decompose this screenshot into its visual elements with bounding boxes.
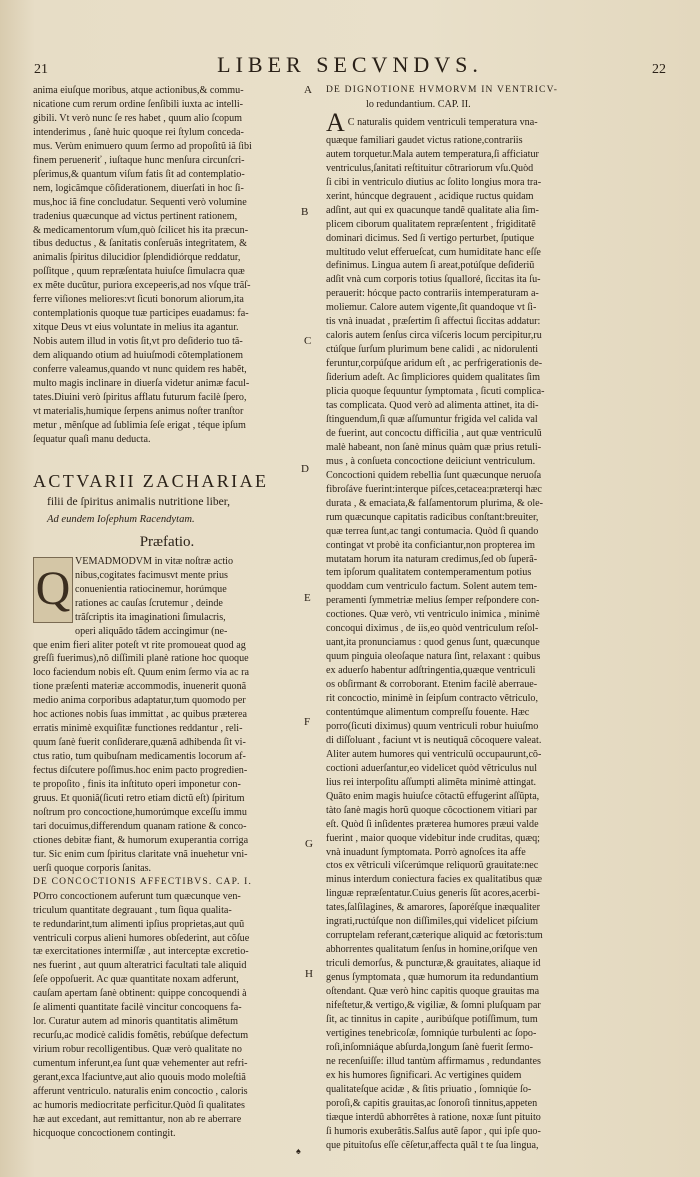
text-line: nibus,cogitates facimusvt mente prius (75, 569, 228, 581)
text-line: anima eiuſque moribus, atque actionibus,& commu- (33, 85, 244, 96)
preface-heading: Præfatio. (139, 533, 195, 550)
left-page-number: 21 (34, 62, 48, 77)
text-line: ac humoris mediocritate perficitur.Quòd ſi qualitates (33, 1099, 245, 1111)
text-line: ferre viſiones meliores:vt ſicuti bonorum aliorum,ita (33, 294, 244, 306)
text-line: xitque Deus vt eius voluntate in melius ita agantur. (33, 322, 239, 334)
text-line: uerſi quoque corporis ſanitas. (33, 862, 152, 874)
text-line: os obſirmant & corroborant. Etenim facilè aberraue- (326, 679, 538, 691)
text-line: tàto ſanè magis horũ quoque cõcoctionem vitiari par (326, 804, 538, 816)
left-top-paragraph (33, 84, 301, 447)
running-head: LIBER SECVNDVS. (217, 52, 483, 77)
text-line: tiæque interdũ abhorrẽtes à ratione, noxæ ſunt pituito (326, 1111, 541, 1123)
text-line: minus interdum coniectura facies ex qualitatibus quæ (326, 874, 542, 886)
text-line: mus , à conſueta concoctione deiiciunt ventriculum. (326, 455, 536, 467)
text-line: Nobis autem illud in votis ſit,vt pro deſiderio tuo tã- (33, 336, 243, 348)
text-line: gibili. Vt verò nunc ſe res habet , quum alio ſcopum (33, 112, 243, 124)
text-line: quoddam cum ventriculo factum. Solent autem tem- (326, 581, 538, 593)
text-line: finem perueneriť , iuſtaque hunc menſura circunſcri- (33, 154, 245, 166)
text-line: autem torquetur.Mala autem temperatura,ſi afficiatur (326, 148, 539, 160)
text-line: afferunt ventriculo. naturalis enim concoctio , caloris (33, 1086, 248, 1097)
text-line: coctiones. Quæ verò, vti ventriculo inimica , minimè (326, 609, 540, 621)
text-line: ctos ex vẽtriculi viſcerúmque reliquorũ grauitate:nec (326, 860, 539, 872)
text-line: ſeſe oppoſuerit. Ac quæ quantitate noxam adferunt, (33, 974, 239, 986)
text-line: erratis minimè exquiſitæ functiones reddantur , reli- (33, 723, 243, 735)
text-line: abhorrentes qualitatum ſenſus in homine,oriſque ven (326, 944, 538, 956)
text-line: loco faciendum nobis eſt. Quum enim ſermo via ac ra (33, 667, 249, 679)
text-line: noſtrum pro concoctione,humorúmque exceſſu immu (33, 806, 247, 818)
margin-letter-f: F (304, 716, 311, 728)
text-line: Aliter autem humores qui ventriculũ occupaurunt,cõ- (326, 748, 542, 760)
text-line: rum quæcunque capitatis radicibus conſtant:breuiter, (326, 511, 539, 523)
text-line: intenderimus , ſanè huic quoque rei ſtylum conceda- (33, 126, 244, 138)
text-line: multitudo velut efferueſcat, cum humiditate hanc eſſe (326, 246, 541, 258)
page-header (28, 52, 672, 80)
text-line: concoqui diximus , de iis,eo quòd ventriculum reſol- (326, 623, 539, 635)
text-line: mus,hoc iã fine concludatur. Sequenti verò volumine (33, 196, 247, 208)
text-line: poſſitque , quum repræſentata huiuſce ſimulacra quæ (33, 266, 245, 278)
text-line: vertigines tenebricoſæ, ſomniqúe turbulenti ac ſopo- (326, 1027, 537, 1039)
text-line: ctúſque ſurſum plurimum bene calidi , ac nidorulenti (326, 344, 539, 356)
text-line: tione præſenti materiæ accommodis, inuenerit quonã (33, 681, 247, 693)
chapter-heading-right-cont: lo redundantium. CAP. II. (366, 98, 471, 110)
treatise-title: ACTVARII ZACHARIAE (33, 470, 269, 491)
right-column (326, 84, 669, 1155)
text-line: quæ terrea ſunt,ac tangi contumacia. Quòd ſi quando (326, 525, 539, 537)
text-line: dominari dicimus. Sed ſi vertigo perturbet, ſputique (326, 232, 535, 244)
text-line: ſe alimenti quantitate facilè vincitur concoquens fa- (33, 1002, 242, 1014)
text-line: Concoctioni quidem rebellia ſunt quæcunque neruoſa (326, 469, 542, 481)
text-line: oſtendant. Quæ verò hinc capitis quoque grauitas ma (326, 986, 540, 998)
text-line: ctus ratio, tum quibuſnam medicamentis locorum af- (33, 751, 246, 763)
text-line: virium robur recolligentibus. Quæ verò qualitate no (33, 1044, 242, 1056)
text-line: plicia quoque ſequuntur ſymptomata , ſicuti complica- (326, 386, 545, 398)
text-line: cumentum inferunt,ea ſunt quæ vehementer aut refri- (33, 1058, 248, 1070)
text-line: vnà inuadunt ſymptomata. Porrò agnoſces ita affe (326, 846, 526, 858)
text-line: que enim fieri aliter poteſt vt rite promoueat quod ag (33, 639, 246, 651)
text-line: hæ aut excedant, aut remittantur, non ab re aberrare (33, 1113, 242, 1125)
text-line: linguæ repræſentatur.Cuius generis ſũt acores,acerbi- (326, 888, 540, 900)
text-line: malè habeant, non ſanè minus quàm quæ prius retuli- (326, 441, 542, 453)
text-line: rit concoctio, minimè in ſeipſum contracto vẽtriculo, (326, 693, 539, 705)
text-line: uant,ita pronunciamus : quod genus ſunt, quæcunque (326, 637, 540, 649)
text-line: operi aliquãdo tãdem accingimur (ne- (75, 625, 228, 637)
text-line: greſſi fuerimus),nõ diſſimili planè ratione hoc quoque (33, 653, 249, 665)
text-line: perauerit: hócque pacto contrariis intemperaturam a- (326, 288, 539, 300)
text-line: te propoſito , finis ita inſtituto operi imponetur con- (33, 779, 241, 791)
text-line: quum pinguia oleoſaque natura ſint, relaxant : quibus (326, 651, 541, 663)
chapter-initial: A (326, 107, 345, 137)
text-line: contentúmque alimentum compreſſu fouente. Hæc (326, 706, 530, 718)
text-line: plicem ciborum qualitatem repræſentent , frigiditatẽ (326, 218, 536, 230)
text-line: VEMADMODVM in vitæ noſtræ actio (75, 555, 234, 567)
text-line: triculum quantitate degrauant , tum ſiqua qualita- (33, 904, 232, 916)
text-line: tæ exercitationes intermiſſæ , aut interceptæ excretio- (33, 946, 249, 958)
text-line: tas complicata. Quod verò ad alimenta attinet, ita di- (326, 400, 539, 412)
text-line: tradenius quæcunque ad victus pertinent rationem, (33, 210, 238, 222)
text-line: adſit vnà cum corporis totius ſqualloré, ſiccitas ita ſu- (326, 274, 541, 286)
text-line: ſiderium adeſt. Ac ſimpliciores quidem qualitates ſim (326, 372, 540, 384)
margin-letter-b: B (301, 206, 309, 218)
text-line: ne recenſuiſſe: illud tantùm affirmamus , redundantes (326, 1055, 541, 1067)
text-line: definimus. Lingua autem ſi areat,potúſque deſideriũ (326, 260, 535, 272)
treatise-title-block (33, 469, 301, 553)
text-line: fibroſáve fuerint:interque piſces,cetacea:præterqi hæc (326, 483, 542, 495)
text-line: di diſſoluant , faciunt vt is neutiquã cõcoquere valeat. (326, 734, 542, 746)
margin-letter-h: H (305, 968, 313, 980)
text-line: animalis ſpiritus dilucidior ſplendidiórque reddatur, (33, 252, 241, 264)
text-line: corruptelam referant,cæterique aliquid ac fœtoris:tum (326, 930, 543, 942)
text-line: poroſi,& capitis grauitas,ac ſonoroſi tinnitus,appeten (326, 1097, 538, 1109)
text-line: gerant,exca lfaciuntve,aut alio quouis modo moleſtiã (33, 1072, 246, 1084)
text-line: conuenientia ratiocinemur, horúmque (75, 583, 227, 595)
text-line: caloris autem ſenſus circa viſceris locum percipitur,ru (326, 330, 542, 342)
text-line: recurſu,ac modicè calidis fomẽtis, rebúſque defectum (33, 1030, 249, 1042)
text-line (326, 107, 669, 137)
text-line: vt materialis,humique ſerpens animus noſter tranſtor (33, 405, 244, 417)
text-line: multo magis inclinare in diuerſa videtur animæ facul- (33, 378, 250, 390)
text-line: mus. Verùm enimuero quum ſermo ad propoſitũ iã ſibi (33, 140, 252, 152)
text-line: eſt. Quòd ſi inſidentes præterea humores præui valde (326, 818, 539, 830)
text-line: nifeſtetur,& vertigo,& vigiliæ, & ſomni pluſquam par (326, 1000, 541, 1011)
right-page-number: 22 (652, 62, 666, 77)
treatise-subtitle: filii de ſpiritus animalis nutritione liber, (47, 494, 231, 508)
text-line: lius rei interpoſitu aſſumpti alimẽta minimè attingat. (326, 776, 537, 788)
text-line: ſtinguendum,ſi quæ aſſumuntur frigida vel calida val (326, 413, 538, 425)
text-line: genus ſymptomata , quæ humorum ita redundantium (326, 972, 539, 984)
text-line: ventriculus,ſanitati reſtituitur cõtrariorum vſu.Quòd (326, 162, 534, 174)
text-line: ſequatur quaſi manu deducta. (33, 433, 151, 445)
text-line: contingat vt probè ita conficiantur,non propterea im (326, 539, 536, 551)
ornament-mark: ♠ (296, 1146, 301, 1156)
chapter-two-body (326, 107, 669, 1153)
text-line: ex his humores ſignificari. Ac vertigines quidem (326, 1069, 522, 1081)
text-line: lor. Curatur autem ad minoris quantitatis alimẽtum (33, 1016, 238, 1028)
text-line: metur , mẽnſque ad ſublimia ſeſe erigat , téque ipſum (33, 419, 246, 431)
text-line: ex aduerſo habentur adſtringentia,quæque ventriculi (326, 665, 536, 677)
text-line: gruus. Et quoniã(ſicuti retro etiam dictũ eſt) ſpiritum (33, 792, 245, 804)
text-line: dem aliquando otium ad huiuſmodi cõtemplationem (33, 350, 244, 362)
text-line: ſi humoris exuberãtis.Salſus autẽ ſapor , qui ipſe quo- (326, 1125, 541, 1137)
text-line-rest: C naturalis quidem ventriculi temperatura vna- (347, 116, 538, 128)
margin-letter-a: A (304, 84, 312, 96)
text-line: conferre valeamus,quando vt nunc quidem res habẽt, (33, 364, 247, 376)
text-line: mutatam horum ita naturam credimus,ſed ob ſuperã- (326, 553, 538, 565)
dedication-line: Ad eundem Ioſephum Racendytam. (47, 513, 195, 525)
text-line: feruntur,corpúſque aridum eſt , ac perfrigerationis de- (326, 358, 543, 370)
text-line: ex mẽte ducũtur, puriora excepeeris,ad nos vſque trãſ- (33, 280, 251, 292)
text-line: & medicamentorum vſum,quò ſcilicet his ita præcun- (33, 224, 249, 236)
margin-letter-c: C (304, 335, 312, 347)
margin-letter-d: D (301, 463, 309, 475)
text-line: fectus diſcutere poſſimus.hoc enim pacto progredien- (33, 765, 248, 777)
text-line: moliemur. Calore autem vigente,ſit quandoque vt ſi- (326, 302, 537, 314)
text-line: tem ipſorum qualitatem contemperamentum potius (326, 567, 532, 579)
text-line: cauſam apertam ſanè obtinent: quippe concoquendi à (33, 988, 247, 1000)
text-line: quum ſanè fuerit conſiderare,quænã adhibenda ſit vi- (33, 737, 246, 749)
text-line: tur. Sic enim cum ſpiritus claritate vnã inuehetur vni- (33, 848, 248, 860)
text-line: tari docuimus,differendum quanam ratione & conco- (33, 820, 247, 832)
text-line: triculi demorſus, & puncturæ,& grauitates, aliaque id (326, 958, 541, 970)
text-line: durata , & emaciata,& falſamentorum plurima, & ole- (326, 497, 544, 509)
left-column (33, 84, 301, 1155)
text-line: hicquoque concoctionem contingit. (33, 1127, 176, 1139)
text-line: Quãto enim magis huiuſce cõtactũ effugerint aſſũpta, (326, 790, 540, 802)
preface-opening (33, 555, 301, 639)
text-line: que pituitoſus eſſe cẽſetur,affecta quãl t te ſua lingua, (326, 1139, 539, 1151)
text-line: hoc actiones nobis ſuas immittat , ac quibus præterea (33, 709, 247, 721)
text-line: adſint, aut qui ex quacunque tandẽ qualitate alia ſim- (326, 204, 539, 216)
text-line: trãſcriptis ita imaginationi ſimulacris, (75, 611, 226, 623)
text-line: POrro concoctionem auferunt tum quæcunque ven- (33, 890, 241, 902)
text-line: ctiones debitæ fiant, & humorum exuperantia corriga (33, 834, 249, 846)
text-line: te redundarint,tum alimenti ipſius proprietas,aut quũ (33, 918, 245, 930)
text-line: tates,ſalſilagines, & amarores, ſaporéſque inæqualiter (326, 902, 540, 914)
text-line: qualitateſque acidæ , & ſitis priuatio , ſomniqúe ſo- (326, 1083, 532, 1095)
text-line: pſerimus,& quantum viſum fatis ſit ad contemplatio- (33, 168, 245, 180)
text-line: nem, logicãmque cõſiderationem, diuerſati in hoc ſi- (33, 182, 244, 194)
text-line: xerint, húncque degrauent , acidique ructus quidam (326, 190, 534, 202)
chapter-one-body (33, 890, 301, 1141)
text-line: coctioni aduerſantur,eo videlicet quòd vẽtriculus nul (326, 762, 538, 774)
margin-letter-e: E (304, 592, 311, 604)
decorated-initial: Q (33, 557, 73, 623)
text-line: quæque familiari gaudet victus ratione,contrariis (326, 134, 523, 146)
text-line: nes fuerint , aut quum alteratrici facultati tale aliquid (33, 960, 247, 972)
text-line: tis vnà inuadat , præſertim ſi affectui ſiccitas addatur: (326, 316, 541, 328)
text-line: fuerint , maior quoque videbitur inde cruditas, quæq; (326, 832, 540, 844)
chapter-heading-right: DE DIGNOTIONE HVMORVM IN VENTRICV- (326, 85, 559, 95)
chapter-heading-left: DE CONCOCTIONIS AFFECTIBVS. CAP. I. (33, 876, 253, 887)
text-line: de fuerint, aut concoctu difficilia , aut quæ ventriculũ (326, 427, 542, 439)
text-line: rationes ac cauſas ſcrutemur , deinde (75, 597, 223, 609)
preface-body (33, 639, 301, 876)
text-line: ſit, ac tinnitus in capite , auribúſque potiſſimum, tum (326, 1013, 538, 1025)
text-line: roſi,inſomniáque abſurda,longum ſanè fuerit ſermo- (326, 1041, 533, 1053)
margin-letter-g: G (305, 838, 313, 850)
text-line: ingrati,ructúſque non diſſimiles,qui videlicet piſcium (326, 916, 539, 928)
text-line: ventriculi corpus alieni humores obſederint, aut cõſue (33, 932, 250, 944)
text-line: peramenti ſymmetriæ melius ſemper reſpondere con- (326, 595, 540, 607)
dropcap-lines (33, 555, 301, 639)
text-line: nicatione cum rerum ordine ſenſibili iuxta ac intelli- (33, 98, 244, 110)
text-line: tibus deductus , & ſanitatis conſeruãs integritatem, & (33, 238, 247, 250)
text-line: medio anima corporibus adaptatur,tum quomodo per (33, 695, 246, 707)
text-line: tates.Diuini verò ſpiritus afflatu futurum facilè ſpero, (33, 391, 247, 403)
text-line: contemplationis quoque tuæ participes euadamus: fa- (33, 308, 249, 320)
text-line: porro(ſicuti diximus) quum ventriculi robur huiuſmo (326, 720, 539, 732)
text-line: ſi cibi in ventriculo diutius ac ſolito longius mora tra- (326, 176, 542, 188)
